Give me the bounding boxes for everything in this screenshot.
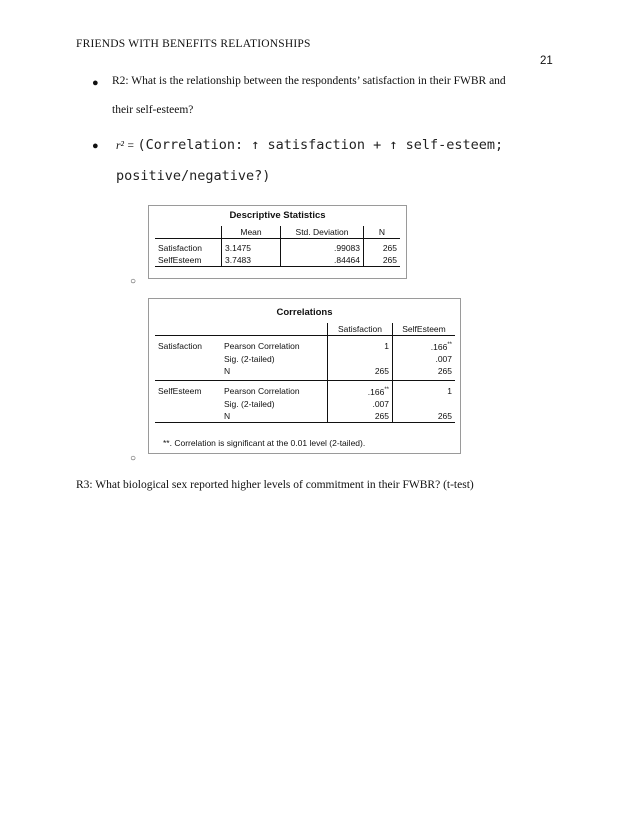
r-squared-symbol: r² = <box>116 140 135 152</box>
group-label-blank <box>155 410 221 423</box>
descriptive-header-blank <box>155 226 222 239</box>
mean-satisfaction: 3.1475 <box>222 239 281 255</box>
group-label-blank <box>155 398 221 410</box>
corr-cell: 265 <box>437 366 452 376</box>
group-label-selfesteem: SelfEsteem <box>155 381 221 399</box>
descriptive-grid <box>155 226 400 267</box>
row-label-selfesteem: SelfEsteem <box>155 254 222 267</box>
table-row <box>155 336 455 354</box>
table-row <box>155 410 455 423</box>
stat-label: Pearson Correlation <box>221 336 328 354</box>
table-row <box>155 398 455 410</box>
corr-cell <box>328 381 393 399</box>
correlations-table <box>148 298 461 454</box>
corr-cell <box>393 336 456 354</box>
corr-value: .166 <box>367 387 385 397</box>
corr-cell: 1 <box>328 336 393 354</box>
bullet-formula: ● <box>92 140 99 152</box>
formula-line1 <box>116 137 503 153</box>
significance-mark: ** <box>384 387 389 393</box>
formula-text-1: (Correlation: ↑ satisfaction + ↑ self-esteem; <box>137 137 504 153</box>
correlations-table-title: Correlations <box>276 307 333 318</box>
stat-label: Sig. (2-tailed) <box>221 398 328 410</box>
corr-cell <box>393 398 456 410</box>
descriptive-header-n: N <box>364 226 401 239</box>
r3-question: R3: What biological sex reported higher levels of commitment in their FWBR? (t-test) <box>76 479 474 491</box>
mean-selfesteem: 3.7483 <box>222 254 281 267</box>
sub-bullet-correlations: ○ <box>130 453 137 464</box>
table-row <box>155 353 455 365</box>
sub-bullet-descriptive: ○ <box>130 276 137 287</box>
descriptive-statistics-table <box>148 205 407 279</box>
r2-question-line1: R2: What is the relationship between the respondents’ satisfaction in their FWBR and <box>112 75 506 87</box>
correlations-header-row <box>155 323 455 336</box>
table-row <box>155 239 400 255</box>
corr-header-selfesteem: SelfEsteem <box>393 323 456 336</box>
corr-cell <box>328 353 393 365</box>
descriptive-header-sd: Std. Deviation <box>281 226 364 239</box>
corr-header-blank-1 <box>155 323 221 336</box>
group-label-blank <box>155 353 221 365</box>
running-head: FRIENDS WITH BENEFITS RELATIONSHIPS <box>76 38 311 50</box>
n-selfesteem: 265 <box>382 255 397 265</box>
group-label-blank <box>155 365 221 381</box>
formula-line2: positive/negative?) <box>116 168 271 184</box>
descriptive-header-row <box>155 226 400 239</box>
group-label-satisfaction: Satisfaction <box>158 341 202 351</box>
corr-value: .166 <box>430 342 448 352</box>
correlations-grid <box>155 323 455 423</box>
corr-cell: 1 <box>393 381 456 399</box>
correlations-footnote: **. Correlation is significant at the 0.01 level (2-tailed). <box>163 438 366 448</box>
table-row <box>155 365 455 381</box>
row-label-satisfaction: Satisfaction <box>155 239 222 255</box>
corr-cell: .007 <box>328 398 393 410</box>
stat-label: Sig. (2-tailed) <box>221 353 328 365</box>
stat-label: Pearson Correlation <box>221 381 328 399</box>
corr-header-blank-2 <box>221 323 328 336</box>
corr-header-satisfaction: Satisfaction <box>328 323 393 336</box>
table-row <box>155 254 400 267</box>
corr-cell: 265 <box>437 411 452 421</box>
r2-question-line2: their self-esteem? <box>112 104 194 116</box>
table-row <box>155 381 455 399</box>
corr-cell: 265 <box>328 410 393 423</box>
bullet-r2: ● <box>92 77 99 89</box>
sd-selfesteem: .84464 <box>281 254 364 267</box>
stat-label: N <box>221 365 328 381</box>
corr-cell: .007 <box>435 354 452 364</box>
significance-mark: ** <box>447 342 452 348</box>
corr-cell: 265 <box>328 365 393 381</box>
sd-satisfaction: .99083 <box>281 239 364 255</box>
stat-label: N <box>221 410 328 423</box>
descriptive-table-title: Descriptive Statistics <box>229 210 326 221</box>
page-number: 21 <box>540 55 553 67</box>
descriptive-header-mean: Mean <box>222 226 281 239</box>
n-satisfaction: 265 <box>382 243 397 253</box>
